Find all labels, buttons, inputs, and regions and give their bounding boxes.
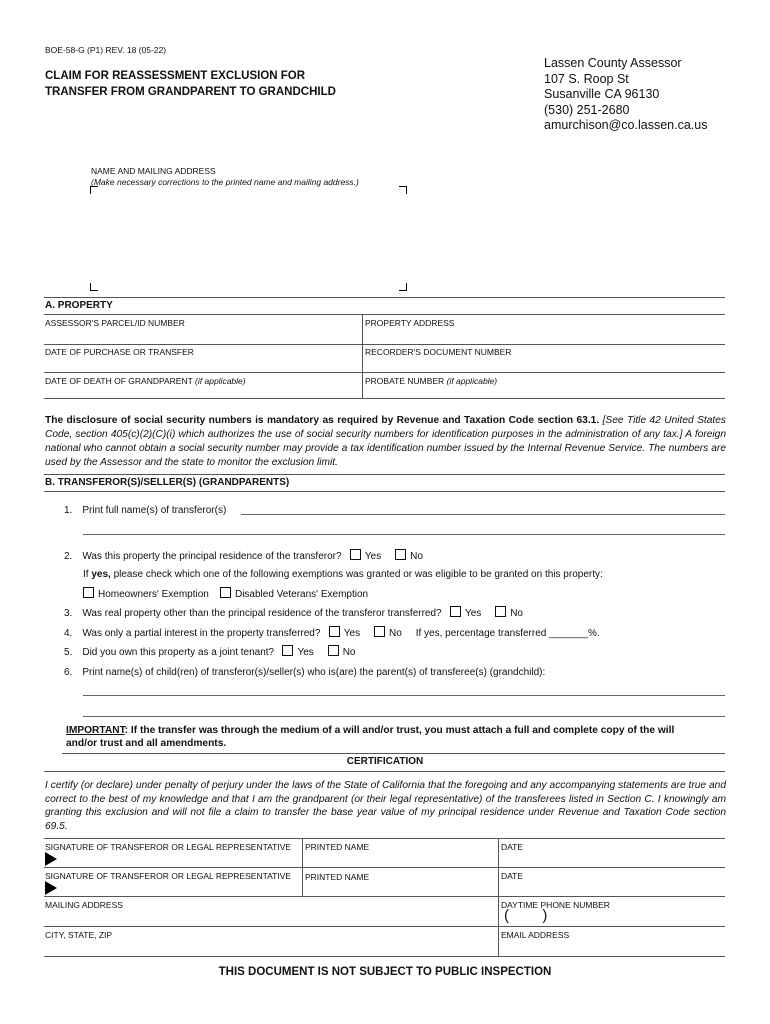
- q4-number: 4.: [64, 628, 73, 639]
- q2-number: 2.: [64, 551, 73, 562]
- veterans-exemption-checkbox[interactable]: [220, 587, 231, 598]
- address-corner-bottom-left: [90, 283, 98, 291]
- q5-no-checkbox[interactable]: [328, 645, 339, 656]
- q2-sub-bold: yes,: [91, 569, 111, 580]
- q3-number: 3.: [64, 608, 73, 619]
- q5-row: [64, 645, 356, 658]
- q2-row: [64, 549, 423, 562]
- q4-no-checkbox[interactable]: [374, 626, 385, 637]
- q2-no-label: No: [410, 551, 423, 562]
- q2-no-checkbox[interactable]: [395, 549, 406, 560]
- q2-sub-row: [83, 569, 603, 580]
- city-state-zip-label: CITY, STATE, ZIP: [45, 930, 113, 940]
- children-name-input[interactable]: [83, 695, 725, 696]
- q2-yes-label: Yes: [364, 551, 382, 562]
- assessor-phone: (530) 251-2680: [544, 102, 630, 117]
- q2-sub-prefix: If: [83, 569, 92, 580]
- ssn-disclosure-bold: The disclosure of social security numbers is mandatory as required by Revenue and Taxation Code section 63.1.: [45, 415, 600, 426]
- divider: [44, 838, 725, 839]
- divider: [44, 297, 725, 298]
- children-name-input-line2[interactable]: [83, 716, 725, 717]
- divider: [44, 398, 725, 399]
- veterans-exemption-label: Disabled Veterans' Exemption: [234, 589, 369, 600]
- recorder-doc-label: RECORDER'S DOCUMENT NUMBER: [365, 347, 512, 357]
- assessor-name: Lassen County Assessor: [544, 56, 682, 70]
- q2-options-row: [83, 587, 368, 600]
- divider: [44, 344, 725, 345]
- divider: [62, 753, 725, 754]
- death-date-label: [45, 376, 246, 386]
- purchase-date-label: DATE OF PURCHASE OR TRANSFER: [45, 347, 194, 357]
- property-address-label: PROPERTY ADDRESS: [365, 318, 455, 328]
- probate-label: [365, 376, 497, 386]
- transferor-name-input-line2[interactable]: [83, 534, 725, 535]
- q5-yes-label: Yes: [297, 647, 314, 658]
- q6-row: [64, 667, 545, 678]
- q3-no-checkbox[interactable]: [495, 606, 506, 617]
- form-title-line2: TRANSFER FROM GRANDPARENT TO GRANDCHILD: [45, 86, 336, 98]
- divider: [44, 896, 725, 897]
- probate-note: (if applicable): [446, 376, 498, 386]
- section-b-title: B. TRANSFEROR(S)/SELLER(S) (GRANDPARENTS): [45, 477, 290, 488]
- divider: [498, 838, 499, 956]
- date1-label: DATE: [501, 842, 524, 852]
- divider: [44, 491, 725, 492]
- q4-yes-checkbox[interactable]: [329, 626, 340, 637]
- divider: [44, 956, 725, 957]
- address-corner-top-left: [90, 186, 98, 194]
- q4-no-label: No: [389, 628, 402, 639]
- email-label: EMAIL ADDRESS: [501, 930, 570, 940]
- sign-here-arrow-icon: [45, 881, 57, 895]
- assessor-street: 107 S. Roop St: [544, 71, 629, 86]
- q1-number: 1.: [64, 505, 73, 516]
- q3-yes-label: Yes: [464, 608, 482, 619]
- q5-no-label: No: [342, 647, 356, 658]
- mailing-address-label: MAILING ADDRESS: [45, 900, 123, 910]
- printed-name1-label: PRINTED NAME: [305, 842, 370, 852]
- mailing-note: (Make necessary corrections to the printed name and mailing address.): [91, 177, 359, 187]
- sign-here-arrow-icon: [45, 852, 57, 866]
- signature2-label: SIGNATURE OF TRANSFEROR OR LEGAL REPRESENTATIVE: [45, 871, 292, 881]
- q1-row: [64, 505, 226, 516]
- signature1-label: SIGNATURE OF TRANSFEROR OR LEGAL REPRESENTATIVE: [45, 842, 292, 852]
- homeowners-exemption-checkbox[interactable]: [83, 587, 94, 598]
- divider: [44, 771, 725, 772]
- q1-text: Print full name(s) of transferor(s): [82, 505, 227, 516]
- ssn-disclosure-italic: [See Title 42 United States Code, section 405(c)(2)(C)(i) which authorizes the use of social security numbers for identification purposes in the administration of any tax.] A foreign national who cannot obtain a social security number may provide a tax identification number issued by the Internal Revenue Service. The numbers are used by the Assessor and the state to monitor the exclusion limit.: [45, 415, 726, 468]
- certification-text: I certify (or declare) under penalty of perjury under the laws of the State of California that the foregoing and any accompanying statements are true and correct to the best of my knowledge and that I am the grandparent (or their legal representative) of the transferees listed in Section C. I knowingly am granting this exclusion and will not file a claim to transfer the base year value of my principal residence under Revenue and Taxation Code section 69.5.: [45, 780, 726, 832]
- q6-text: Print name(s) of child(ren) of transferor(s)/seller(s) who is(are) the parent(s) of transferee(s) (grandchild):: [82, 667, 546, 678]
- q4-row: [64, 626, 600, 639]
- important-line1: [66, 724, 726, 737]
- q5-yes-checkbox[interactable]: [282, 645, 293, 656]
- death-date-text: DATE OF DEATH OF GRANDPARENT: [45, 376, 193, 386]
- divider: [362, 314, 363, 398]
- q3-no-label: No: [510, 608, 523, 619]
- death-date-note: (if applicable): [195, 376, 246, 386]
- divider: [44, 314, 725, 315]
- phone-area-code-parens[interactable]: ( ): [504, 907, 548, 924]
- q6-number: 6.: [64, 667, 73, 678]
- address-corner-bottom-right: [399, 283, 407, 291]
- assessor-city: Susanville CA 96130: [544, 87, 660, 101]
- section-a-title: A. PROPERTY: [45, 300, 113, 311]
- phone-label: DAYTIME PHONE NUMBER: [501, 900, 610, 910]
- important-text: : If the transfer was through the medium of a will and/or trust, you must attach a full and complete copy of the will: [124, 725, 675, 736]
- assessor-email[interactable]: amurchison@co.lassen.ca.us: [544, 118, 708, 132]
- important-note: [66, 724, 726, 750]
- address-corner-top-right: [399, 186, 407, 194]
- q2-sub-text: please check which one of the following exemptions was granted or was eligible to be granted on this property:: [110, 569, 603, 580]
- divider: [44, 926, 725, 927]
- form-code: BOE-58-G (P1) REV. 18 (05-22): [45, 45, 167, 55]
- divider: [44, 867, 725, 868]
- date2-label: DATE: [501, 871, 524, 881]
- form-title-line1: CLAIM FOR REASSESSMENT EXCLUSION FOR: [45, 70, 306, 82]
- printed-name2-label: PRINTED NAME: [305, 872, 370, 882]
- transferor-name-input[interactable]: [241, 514, 725, 515]
- q4-yes-label: Yes: [343, 628, 361, 639]
- certification-title: CERTIFICATION: [346, 756, 424, 767]
- q5-number: 5.: [64, 647, 73, 658]
- q3-text: Was real property other than the principal residence of the transferor transferred?: [82, 608, 442, 619]
- q3-row: [64, 606, 523, 619]
- important-label: IMPORTANT: [66, 725, 125, 736]
- footer-notice: THIS DOCUMENT IS NOT SUBJECT TO PUBLIC INSPECTION: [218, 966, 552, 978]
- homeowners-exemption-label: Homeowners' Exemption: [98, 589, 209, 600]
- form-title: [45, 68, 336, 100]
- parcel-field-label: ASSESSOR'S PARCEL/ID NUMBER: [45, 318, 185, 328]
- q3-yes-checkbox[interactable]: [450, 606, 461, 617]
- divider: [44, 372, 725, 373]
- q4-percentage-text: If yes, percentage transferred _______%.: [415, 628, 600, 639]
- q5-text: Did you own this property as a joint tenant?: [82, 647, 275, 658]
- assessor-address-block: [544, 56, 707, 134]
- q2-text: Was this property the principal residence of the transferor?: [82, 551, 342, 562]
- q4-text: Was only a partial interest in the property transferred?: [82, 628, 321, 639]
- q2-yes-checkbox[interactable]: [350, 549, 361, 560]
- probate-text: PROBATE NUMBER: [365, 376, 445, 386]
- ssn-disclosure: [45, 414, 726, 470]
- mailing-label: NAME AND MAILING ADDRESS: [91, 166, 216, 176]
- divider: [44, 474, 725, 475]
- important-line2: and/or trust and all amendments.: [66, 738, 227, 749]
